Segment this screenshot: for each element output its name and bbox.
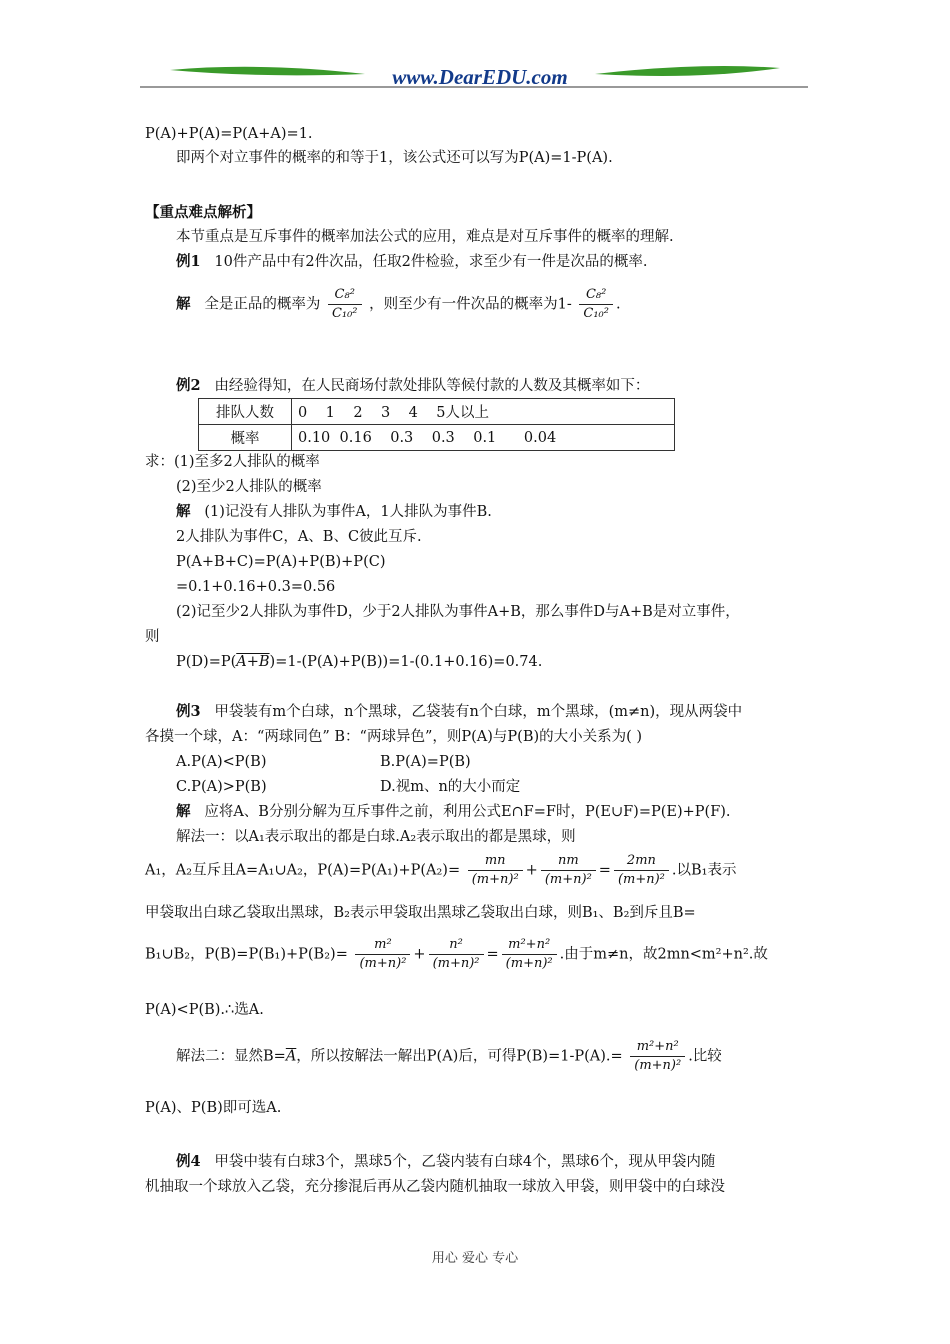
example-2-q1: 求：(1)至多2人排队的概率 (145, 454, 320, 470)
method-2-conclusion: P(A)、P(B)即可选A. (145, 1100, 282, 1116)
text-segment: 解法二：显然B= (176, 1048, 286, 1065)
solution-line: 2人排队为事件C，A、B、C彼此互斥. (176, 529, 422, 545)
right-swoosh-icon (595, 66, 780, 76)
method-1-intro: 解法一：以A₁表示取出的都是白球.A₂表示取出的都是黑球，则 (176, 829, 576, 845)
text-segment: .以B₁表示 (671, 862, 737, 879)
formula-text: P(A)+P(A)=P(A+A)=1. (145, 126, 313, 142)
solution-label: 解 (176, 295, 191, 313)
solution-line: =0.1+0.16+0.3=0.56 (176, 579, 336, 595)
example-4-label: 例4 (176, 1153, 201, 1170)
text-segment: .比较 (688, 1048, 722, 1065)
formula-complement-sum (145, 123, 313, 145)
text-segment: ，所以按解法一解出P(A)后，可得P(B)=1-P(A).= (296, 1048, 623, 1065)
solution-line: P(A+B+C)=P(A)+P(B)+P(C) (176, 554, 386, 570)
fraction-n2: $\frac{\text{n²}}{\text{(m+n)²}}$ (429, 936, 484, 973)
fraction-nm: $\frac{nm}{\text{(m+n)²}}$ (541, 852, 596, 889)
solution-line: 则 (145, 629, 160, 645)
method-1-line-3: B₁∪B₂，P(B)=P(B₁)+P(B₂)= $\frac{\text{m²}}{\text{(m+n)²}}$ + $\frac{\text{n²}}{\text{(m+n)²}}$ = $\frac{\text{m²+n²}}{\text{(m+n)²}}$ .由于m≠n，故2mn<m²+n².故 (145, 937, 768, 971)
example-2-solution-1 (176, 501, 492, 523)
fraction-mn: $\frac{mn}{\text{(m+n)²}}$ (468, 852, 523, 889)
option-d: D.视m、n的大小而定 (380, 779, 521, 795)
option-c: C.P(A)>P(B) (176, 779, 267, 795)
solution-label: 解 (176, 803, 191, 820)
example-2-text: 由经验得知，在人民商场付款处排队等候付款的人数及其概率如下： (214, 378, 650, 394)
overline-a-plus-b: A+B (236, 654, 270, 670)
header-logo-banner (140, 60, 810, 92)
example-3-label: 例3 (176, 703, 201, 720)
example-1-label: 例1 (176, 253, 201, 270)
example-3-question-1 (176, 701, 742, 723)
example-3-question-2: 各摸一个球，A：“两球同色” B：“两球异色”，则P(A)与P(B)的大小关系为( ) (145, 729, 643, 745)
table-header-cell: 排队人数 (199, 399, 292, 425)
solution-label: 解 (176, 503, 191, 520)
example-3-text: 甲袋装有m个白球，n个黑球，乙袋装有n个白球，m个黑球，(m≠n)，现从两袋中 (214, 704, 743, 720)
example-4-question-1 (176, 1151, 715, 1173)
table-row (199, 399, 675, 425)
example-2-question (176, 375, 649, 397)
example-1-solution: 解 全是正品的概率为 $\frac{\text{C₈²}}{\text{C₁₀²}}$ ，则至少有一件次品的概率为1- $\frac{\text{C₈²}}{\text{C₁₀²}}$ . (176, 287, 621, 321)
section-intro: 本节重点是互斥事件的概率加法公式的应用，难点是对互斥事件的概率的理解. (176, 229, 674, 245)
site-logo-text: www.DearEDU.com (392, 65, 568, 89)
example-2-label: 例2 (176, 377, 201, 394)
table-cell: 0 1 2 3 4 5人以上 (292, 399, 675, 425)
table-header-cell: 概率 (199, 425, 292, 451)
method-1-line-2: 甲袋取出白球乙袋取出黑球，B₂表示甲袋取出黑球乙袋取出白球，则B₁、B₂到斥且B= (145, 905, 696, 921)
text-segment: B₁∪B₂，P(B)=P(B₁)+P(B₂)= (145, 946, 348, 963)
solution-text-a: P(D)=P( (176, 654, 237, 670)
fraction-m2: $\frac{\text{m²}}{\text{(m+n)²}}$ (355, 936, 410, 973)
page-footer: 用心 爱心 专心 (431, 1251, 519, 1266)
solution-text-a: 全是正品的概率为 (204, 296, 321, 313)
fraction-m2-plus-n2-method-2: $\frac{\text{m²+n²}}{\text{(m+n)²}}$ (630, 1038, 685, 1075)
example-4-question-2: 机抽取一个球放入乙袋，充分掺混后再从乙袋内随机抽取一球放入甲袋，则甲袋中的白球没 (145, 1179, 725, 1195)
fraction-c8-c10-2: $\frac{\text{C₈²}}{\text{C₁₀²}}$ (579, 286, 613, 323)
method-1-line-1: A₁，A₂互斥且A=A₁∪A₂，P(A)=P(A₁)+P(A₂)= $\frac{mn}{\text{(m+n)²}}$ + $\frac{nm}{\text{(m+n)²}}$ = $\frac{2mn}{\text{(m+n)²}}$ .以B₁表示 (145, 853, 737, 887)
fraction-m2-plus-n2: $\frac{\text{m²+n²}}{\text{(m+n)²}}$ (502, 936, 557, 973)
text-segment: .由于m≠n，故2mn<m²+n².故 (559, 946, 768, 963)
table-row (199, 425, 675, 451)
example-1-text: 10件产品中有2件次品，任取2件检验，求至少有一件是次品的概率. (214, 254, 648, 270)
method-2-line-1 (176, 1038, 722, 1075)
fraction-2mn: $\frac{2mn}{\text{(m+n)²}}$ (614, 852, 669, 889)
option-a: A.P(A)<P(B) (176, 754, 267, 770)
example-2-q2: (2)至少2人排队的概率 (176, 479, 322, 495)
solution-line: (2)记至少2人排队为事件D，少于2人排队为事件A+B，那么事件D与A+B是对立事件， (176, 604, 740, 620)
example-1-question (176, 251, 647, 273)
solution-text-b: )=1-(P(A)+P(B))=1-(0.1+0.16)=0.74. (269, 654, 543, 670)
example-4-text: 甲袋中装有白球3个，黑球5个，乙袋内装有白球4个，黑球6个，现从甲袋内随 (214, 1154, 716, 1170)
complement-note: 即两个对立事件的概率的和等于1，该公式还可以写为P(A)=1-P(A). (176, 150, 613, 166)
text-segment: A₁，A₂互斥且A=A₁∪A₂，P(A)=P(A₁)+P(A₂)= (145, 862, 461, 879)
overline-a: $\overline{A}$ (285, 1048, 297, 1065)
queue-probability-table (198, 398, 675, 451)
table-cell: 0.10 0.16 0.3 0.3 0.1 0.04 (298, 429, 557, 446)
solution-text: (1)记没有人排队为事件A，1人排队为事件B. (204, 504, 492, 520)
method-1-conclusion: P(A)<P(B).∴选A. (145, 1002, 264, 1018)
example-3-solution (176, 801, 731, 823)
left-swoosh-icon (170, 67, 365, 76)
option-b: B.P(A)=P(B) (380, 754, 471, 770)
solution-text: 应将A、B分别分解为互斥事件之前，利用公式E∩F=F时，P(E∪F)=P(E)+P(F). (204, 804, 731, 820)
fraction-c8-c10: $\frac{\text{C₈²}}{\text{C₁₀²}}$ (328, 286, 362, 323)
solution-line-complement (176, 651, 542, 673)
solution-text-b: ，则至少有一件次品的概率为1- (369, 296, 572, 313)
section-title: 【重点难点解析】 (145, 204, 261, 221)
